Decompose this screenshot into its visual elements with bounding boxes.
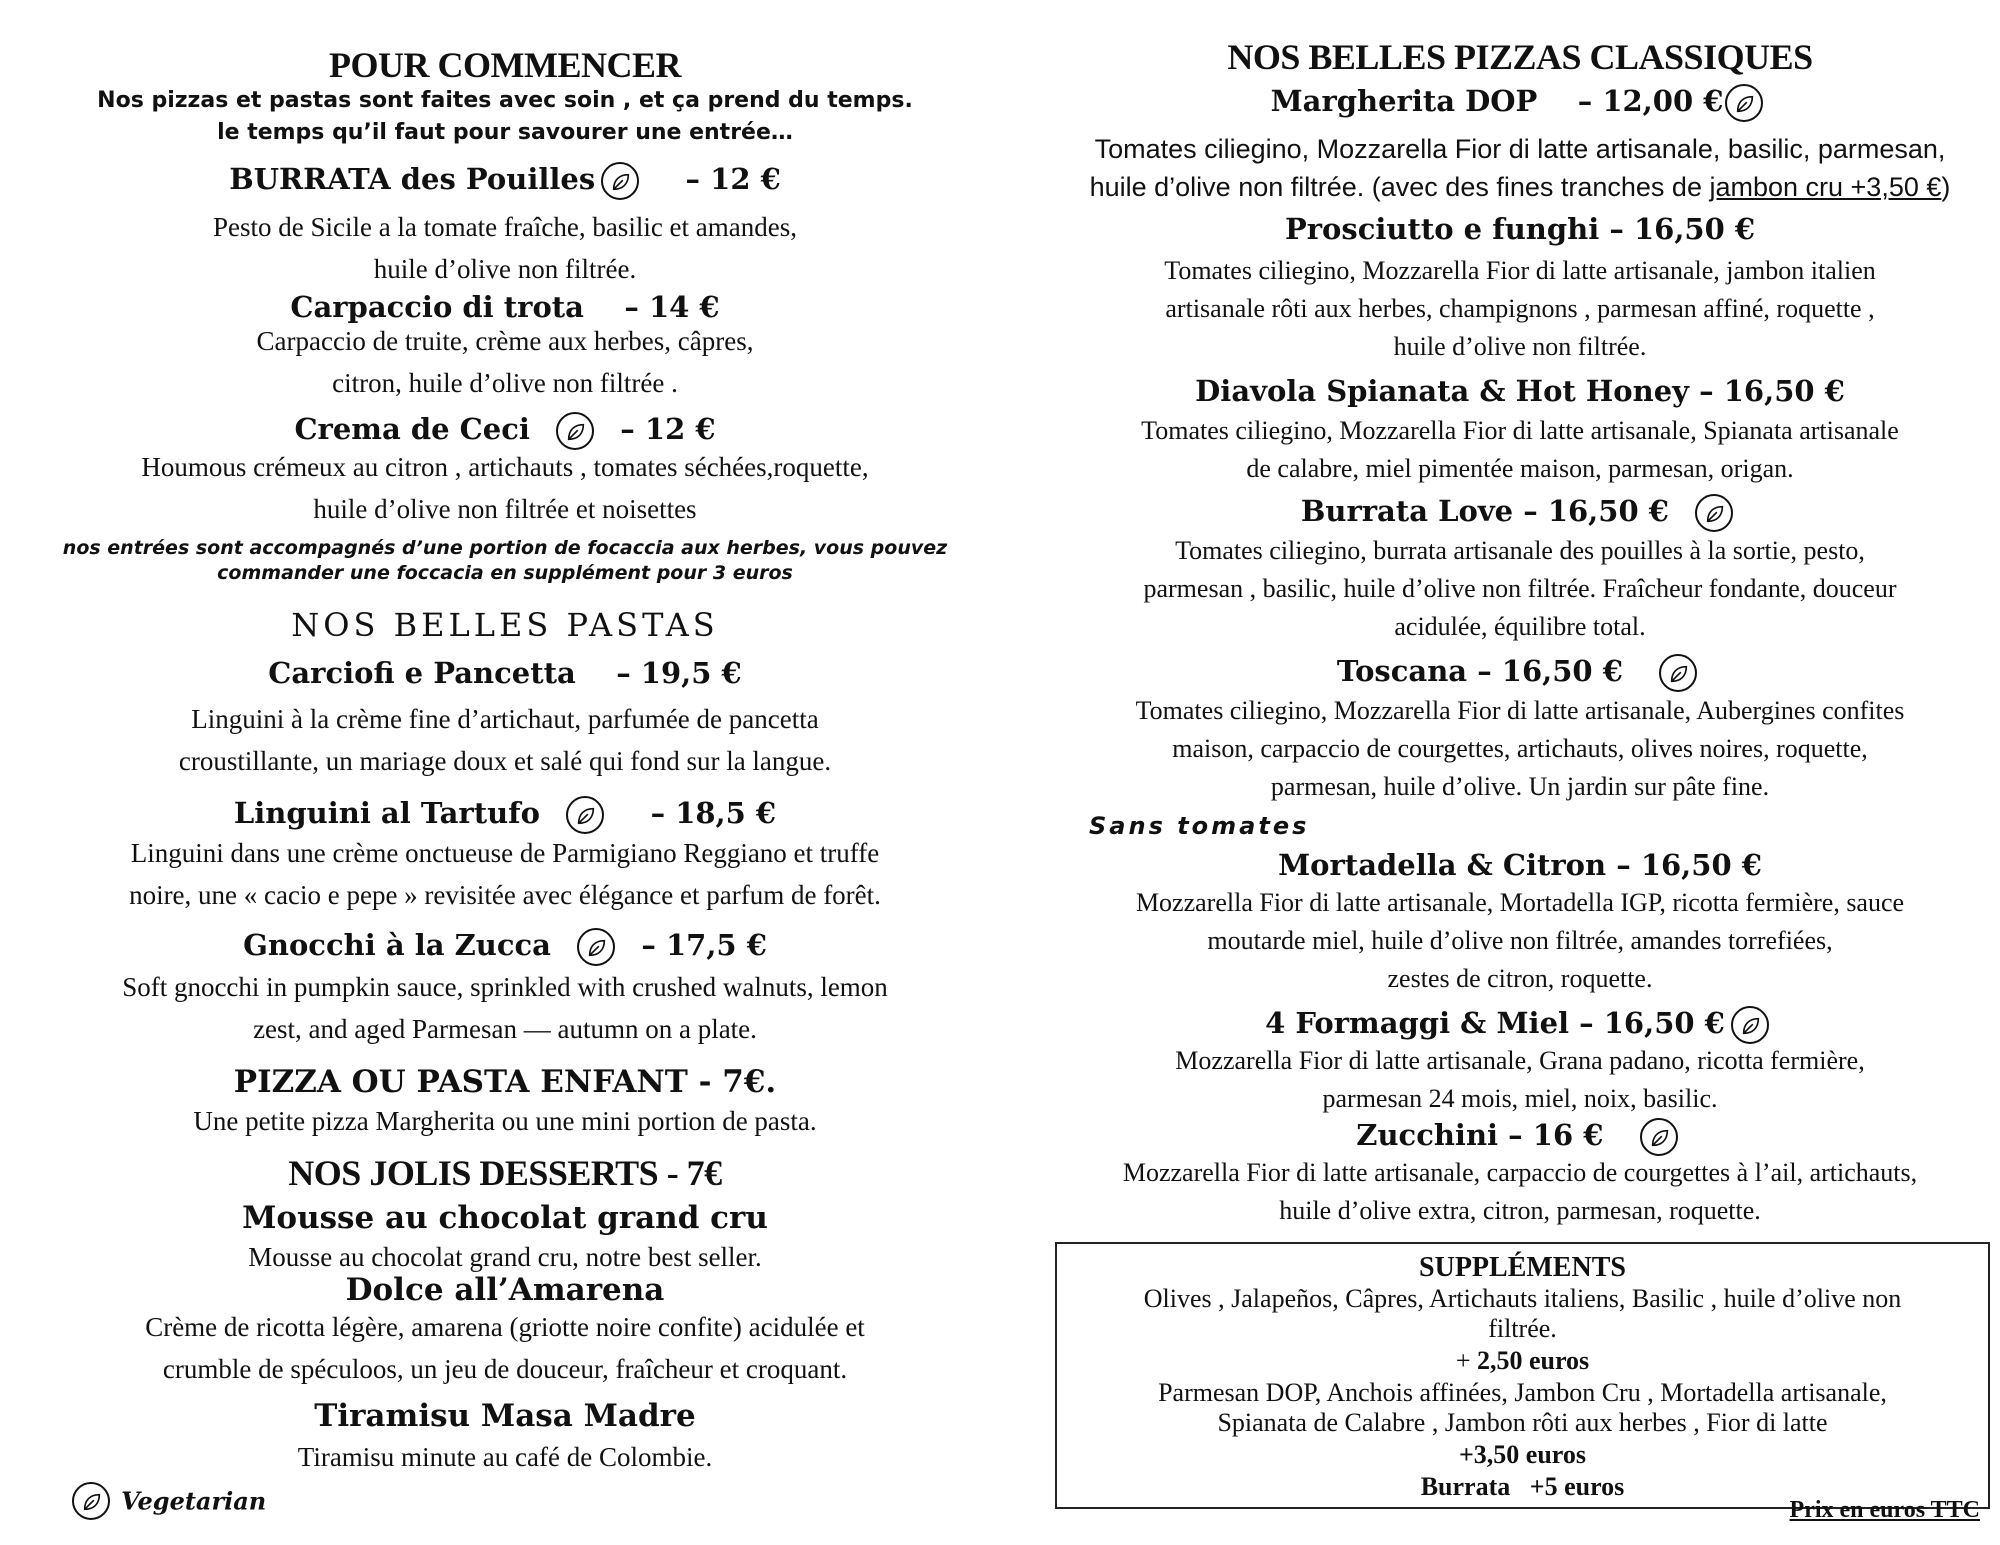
dish-gnocchi	[0, 928, 1010, 966]
dish-name: Linguini al Tartufo	[233, 796, 541, 830]
dish-desc: citron, huile d’olive non filtrée .	[332, 368, 678, 398]
dish-desc: Houmous crémeux au citron , artichauts , tomates séchées,roquette,	[141, 452, 869, 482]
pizza-prosciutto	[1040, 212, 2000, 246]
dish-desc: Tiramisu minute au café de Colombie.	[297, 1442, 713, 1472]
dish-price: – 16,50 €	[1699, 374, 1845, 408]
dish-desc: Pesto de Sicile a la tomate fraîche, basilic et amandes,	[212, 212, 798, 242]
dish-name: Diavola Spianata & Hot Honey	[1195, 374, 1690, 408]
dish-desc: Linguini à la crème fine d’artichaut, parfumée de pancetta	[191, 704, 819, 734]
supplements-line: filtrée.	[1488, 1314, 1557, 1343]
dessert-mousse: Mousse au chocolat grand cru	[242, 1200, 768, 1236]
dish-tartufo	[0, 796, 1010, 834]
dish-desc: Tomates ciliegino, burrata artisanale des pouilles à la sortie, pesto,	[1175, 536, 1865, 565]
dish-crema-ceci	[0, 412, 1010, 450]
dish-carpaccio	[0, 290, 1010, 324]
dish-desc: acidulée, équilibre total.	[1394, 612, 1646, 641]
dish-name: Carciofi e Pancetta	[268, 656, 576, 690]
vegetarian-icon	[1659, 654, 1697, 692]
dish-desc: Carpaccio de truite, crème aux herbes, câpres,	[256, 326, 754, 356]
vegetarian-icon	[1731, 1006, 1769, 1044]
starters-note-1: nos entrées sont accompagnés d’une portion de focaccia aux herbes, vous pouvez	[62, 537, 948, 559]
dish-desc: croustillante, un mariage doux et salé qui fond sur la langue.	[178, 746, 832, 776]
dish-name: Prosciutto e funghi	[1284, 212, 1600, 246]
supplements-line: Olives , Jalapeños, Câpres, Artichauts italiens, Basilic , huile d’olive non	[1143, 1284, 1902, 1313]
dish-desc: Mousse au chocolat grand cru, notre best seller.	[248, 1242, 762, 1272]
dish-price: – 16,50 €	[1523, 494, 1669, 528]
dish-desc: Linguini dans une crème onctueuse de Parmigiano Reggiano et truffe	[130, 838, 880, 868]
dish-name: Crema de Ceci	[294, 412, 530, 446]
kids-desc: Une petite pizza Margherita ou une mini portion de pasta.	[193, 1106, 817, 1136]
dish-desc: parmesan , basilic, huile d’olive non filtrée. Fraîcheur fondante, douceur	[1143, 574, 1897, 603]
dish-desc: Mozzarella Fior di latte artisanale, Mortadella IGP, ricotta fermière, sauce	[1135, 888, 1905, 917]
dish-desc: Mozzarella Fior di latte artisanale, carpaccio de courgettes à l’ail, artichauts,	[1122, 1158, 1918, 1187]
jambon-cru-option: jambon cru +3,50 €	[1709, 172, 1942, 202]
dish-desc: Tomates ciliegino, Mozzarella Fior di latte artisanale, Spianata artisanale	[1141, 416, 1899, 445]
prix-note: Prix en euros TTC	[1789, 1497, 1980, 1523]
dish-price: – 16,50 €	[1477, 654, 1623, 688]
pizza-4-formaggi	[1040, 1006, 2000, 1044]
pizza-toscana	[1040, 654, 2000, 692]
pizza-margherita	[1040, 84, 2000, 122]
dish-price: – 14 €	[624, 290, 720, 324]
dish-name: 4 Formaggi & Miel	[1265, 1006, 1570, 1040]
dish-name: Margherita DOP	[1270, 84, 1538, 118]
desserts-title: NOS JOLIS DESSERTS - 7€	[288, 1153, 722, 1193]
dish-price: – 16 €	[1508, 1118, 1604, 1152]
dessert-amarena: Dolce all’Amarena	[345, 1272, 665, 1308]
dish-name: Zucchini	[1356, 1118, 1499, 1152]
pizzas-title: NOS BELLES PIZZAS CLASSIQUES	[1227, 37, 1813, 77]
vegetarian-icon	[601, 162, 639, 200]
dish-price: – 19,5 €	[616, 656, 742, 690]
dish-name: Burrata Love	[1300, 494, 1514, 528]
starters-intro-2: le temps qu’il faut pour savourer une entrée…	[217, 120, 793, 145]
dish-price: – 16,50 €	[1616, 848, 1762, 882]
supplements-price: + 2,50 euros	[1455, 1346, 1590, 1375]
vegetarian-icon	[1640, 1118, 1678, 1156]
supplements-box	[1055, 1242, 1990, 1509]
dish-desc: parmesan, huile d’olive. Un jardin sur pâte fine.	[1270, 772, 1770, 801]
starters-note-2: commander une foccacia en supplément pour 3 euros	[217, 562, 793, 584]
supplements-title: SUPPLÉMENTS	[1419, 1252, 1626, 1283]
dish-carciofi	[0, 656, 1010, 690]
dish-price: – 16,50 €	[1579, 1006, 1725, 1040]
dish-desc: Tomates ciliegino, Mozzarella Fior di latte artisanale, jambon italien	[1164, 256, 1876, 285]
vegetarian-icon	[577, 928, 615, 966]
pizza-zucchini	[1040, 1118, 2000, 1156]
supplements-line: Spianata de Calabre , Jambon rôti aux herbes , Fior di latte	[1217, 1408, 1828, 1437]
dish-desc: moutarde miel, huile d’olive non filtrée, amandes torrefiées,	[1207, 926, 1833, 955]
dish-name: Toscana	[1336, 654, 1468, 688]
dessert-tiramisu: Tiramisu Masa Madre	[314, 1398, 696, 1434]
dish-price: – 16,50 €	[1609, 212, 1756, 246]
vegetarian-icon	[1725, 84, 1763, 122]
dish-desc: crumble de spéculoos, un jeu de douceur, fraîcheur et croquant.	[162, 1354, 848, 1384]
dish-desc: Soft gnocchi in pumpkin sauce, sprinkled with crushed walnuts, lemon	[122, 972, 888, 1002]
supplements-price: +3,50 euros	[1458, 1440, 1586, 1469]
dish-burrata	[0, 162, 1010, 200]
starters-intro-1: Nos pizzas et pastas sont faites avec soin , et ça prend du temps.	[97, 88, 913, 113]
starters-title: POUR COMMENCER	[329, 45, 681, 85]
dish-desc: Tomates ciliegino, Mozzarella Fior di latte artisanale, Aubergines confites	[1135, 696, 1905, 725]
dish-desc: zestes de citron, roquette.	[1387, 964, 1653, 993]
vegetarian-icon	[566, 796, 604, 834]
dish-name: Mortadella & Citron	[1278, 848, 1607, 882]
dish-desc: huile d’olive non filtrée. (avec des fines tranches de jambon cru +3,50 €)	[1089, 172, 1951, 202]
legend-label: Vegetarian	[121, 1486, 267, 1516]
dish-desc: huile d’olive non filtrée.	[1393, 332, 1647, 361]
dish-desc: Tomates ciliegino, Mozzarella Fior di latte artisanale, basilic, parmesan,	[1094, 134, 1946, 164]
dish-price: – 17,5 €	[641, 928, 767, 962]
dish-desc: zest, and aged Parmesan — autumn on a plate.	[253, 1014, 757, 1044]
dish-desc: maison, carpaccio de courgettes, artichauts, olives noires, roquette,	[1172, 734, 1868, 763]
dish-desc: huile d’olive extra, citron, parmesan, roquette.	[1279, 1196, 1761, 1225]
dish-price: – 12 €	[685, 162, 781, 196]
dish-desc: huile d’olive non filtrée et noisettes	[313, 494, 697, 524]
dish-desc: parmesan 24 mois, miel, noix, basilic.	[1322, 1084, 1718, 1113]
pizza-mortadella	[1040, 848, 2000, 882]
dish-desc: Crème de ricotta légère, amarena (griotte noire confite) acidulée et	[145, 1312, 865, 1342]
dish-price: – 12 €	[620, 412, 716, 446]
vegetarian-icon	[1695, 494, 1733, 532]
vegetarian-icon	[72, 1482, 110, 1520]
sans-tomates-label: Sans tomates	[1089, 812, 1310, 840]
pizza-burrata-love	[1040, 494, 2000, 532]
dish-desc: Mozzarella Fior di latte artisanale, Grana padano, ricotta fermière,	[1175, 1046, 1865, 1075]
pastas-title: NOS BELLES PASTAS	[291, 606, 719, 644]
dish-name: Carpaccio di trota	[290, 290, 584, 324]
kids-title: PIZZA OU PASTA ENFANT - 7€.	[233, 1064, 777, 1100]
dish-desc: noire, une « cacio e pepe » revisitée avec élégance et parfum de forêt.	[129, 880, 881, 910]
dish-price: – 18,5 €	[650, 796, 777, 830]
supplements-burrata: Burrata +5 euros	[1420, 1472, 1625, 1501]
vegetarian-icon	[556, 412, 594, 450]
vegetarian-legend	[72, 1482, 266, 1520]
dish-desc: huile d’olive non filtrée.	[373, 254, 637, 284]
dish-name: BURRATA des Pouilles	[229, 162, 596, 196]
dish-desc: de calabre, miel pimentée maison, parmesan, origan.	[1246, 454, 1794, 483]
supplements-line: Parmesan DOP, Anchois affinées, Jambon Cru , Mortadella artisanale,	[1158, 1378, 1887, 1407]
dish-price: – 12,00 €	[1577, 84, 1724, 118]
dish-name: Gnocchi à la Zucca	[243, 928, 551, 962]
dish-desc: artisanale rôti aux herbes, champignons , parmesan affiné, roquette ,	[1165, 294, 1875, 323]
pizza-diavola	[1040, 374, 2000, 408]
